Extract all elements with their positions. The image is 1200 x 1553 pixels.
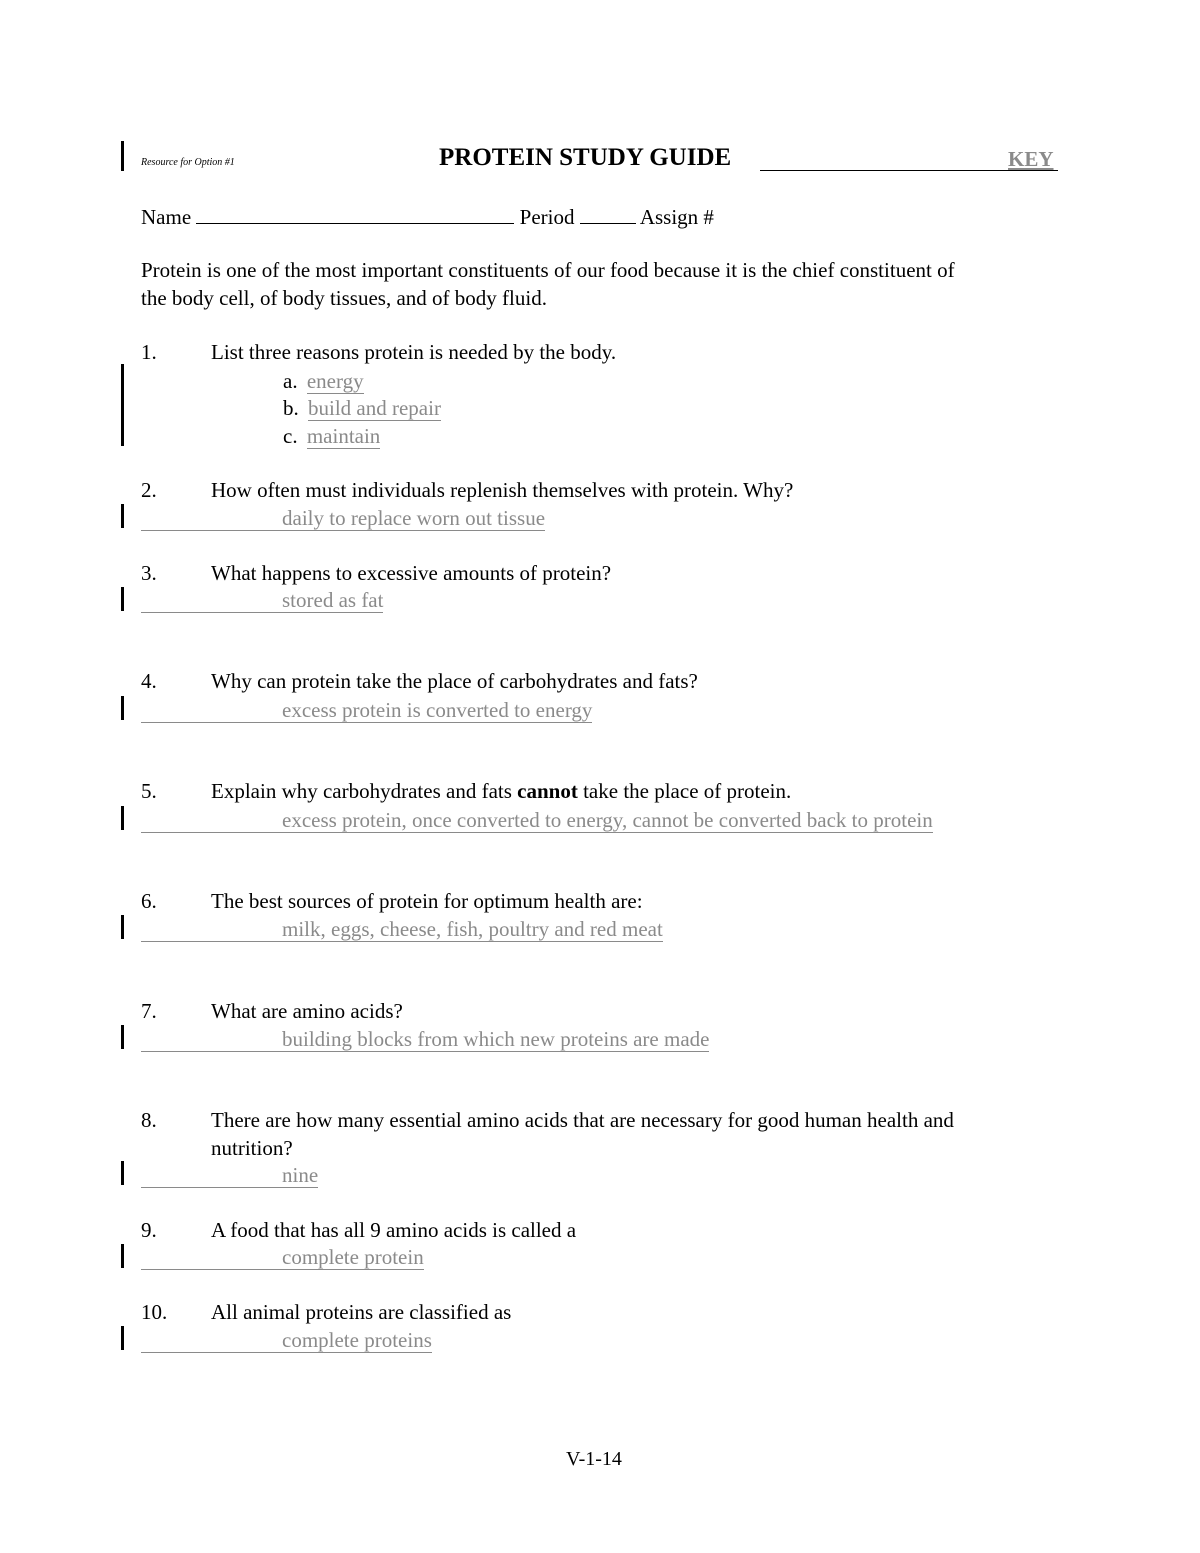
answer-text: nine bbox=[282, 1163, 319, 1187]
answer-line bbox=[141, 917, 663, 941]
answer-text: daily to replace worn out tissue bbox=[282, 506, 546, 530]
question-number: 8. bbox=[141, 1108, 157, 1132]
resource-label: Resource for Option #1 bbox=[141, 157, 235, 168]
sub-item bbox=[283, 424, 380, 448]
answer-text: maintain bbox=[306, 424, 381, 448]
revision-bar bbox=[121, 1025, 124, 1049]
question-number: 10. bbox=[141, 1300, 168, 1324]
answer-line bbox=[141, 1328, 432, 1352]
question-text: All animal proteins are classified as bbox=[211, 1300, 512, 1324]
question-number: 7. bbox=[141, 999, 157, 1023]
name-period-row bbox=[141, 203, 714, 229]
sub-item-letter: c. bbox=[283, 424, 298, 448]
answer-text: stored as fat bbox=[282, 588, 384, 612]
intro-line-2: the body cell, of body tissues, and of body fluid. bbox=[141, 286, 547, 310]
answer-text: excess protein, once converted to energy, cannot be converted back to protein bbox=[282, 808, 933, 832]
answer-text: energy bbox=[306, 369, 364, 393]
answer-line bbox=[141, 698, 592, 722]
answer-text: excess protein is converted to energy bbox=[282, 698, 593, 722]
sub-item-letter: a. bbox=[283, 369, 298, 393]
revision-bar bbox=[121, 915, 124, 939]
question-text: How often must individuals replenish themselves with protein. Why? bbox=[211, 478, 794, 502]
assign-label: Assign # bbox=[639, 205, 714, 229]
period-label: Period bbox=[519, 205, 575, 229]
sub-item bbox=[283, 369, 364, 393]
emphasis-cannot: cannot bbox=[517, 779, 578, 803]
question-number: 1. bbox=[141, 340, 157, 364]
question-text: Why can protein take the place of carbohydrates and fats? bbox=[211, 669, 698, 693]
page-title: PROTEIN STUDY GUIDE bbox=[439, 144, 732, 171]
revision-bar bbox=[121, 141, 124, 171]
question-text: A food that has all 9 amino acids is called a bbox=[211, 1218, 577, 1242]
revision-bar bbox=[121, 504, 124, 528]
intro-line-1: Protein is one of the most important constituents of our food because it is the chief constituent of bbox=[141, 258, 955, 282]
revision-bar bbox=[121, 1326, 124, 1350]
question-text: What happens to excessive amounts of protein? bbox=[211, 561, 612, 585]
answer-line bbox=[141, 506, 545, 530]
revision-bar bbox=[121, 696, 124, 720]
answer-text: building blocks from which new proteins are made bbox=[282, 1027, 710, 1051]
answer-text: complete protein bbox=[282, 1245, 424, 1269]
answer-line bbox=[141, 1163, 318, 1187]
name-label: Name bbox=[141, 205, 192, 229]
question-text: The best sources of protein for optimum health are: bbox=[211, 889, 643, 913]
answer-line bbox=[141, 808, 933, 832]
sub-item bbox=[283, 396, 441, 420]
answer-key-label: KEY bbox=[1008, 147, 1054, 171]
question-number: 9. bbox=[141, 1218, 157, 1242]
answer-line bbox=[141, 1027, 709, 1051]
answer-line bbox=[141, 588, 383, 612]
question-number: 2. bbox=[141, 478, 157, 502]
question-text-line-2: nutrition? bbox=[211, 1136, 293, 1160]
answer-text: complete proteins bbox=[282, 1328, 432, 1352]
revision-bar bbox=[121, 364, 124, 446]
question-number: 4. bbox=[141, 669, 157, 693]
period-field[interactable] bbox=[580, 203, 636, 224]
revision-bar bbox=[121, 1244, 124, 1268]
question-number: 5. bbox=[141, 779, 157, 803]
question-text-line-1: There are how many essential amino acids that are necessary for good human health and bbox=[211, 1108, 954, 1132]
revision-bar bbox=[121, 1161, 124, 1185]
page-number: V-1-14 bbox=[566, 1448, 622, 1470]
answer-text: build and repair bbox=[308, 396, 441, 420]
question-number: 3. bbox=[141, 561, 157, 585]
question-text: List three reasons protein is needed by the body. bbox=[211, 340, 617, 364]
revision-bar bbox=[121, 806, 124, 830]
revision-bar bbox=[121, 587, 124, 611]
answer-line bbox=[141, 1245, 424, 1269]
question-text: Explain why carbohydrates and fats cannot take the place of protein. bbox=[211, 779, 792, 803]
name-field[interactable] bbox=[196, 203, 514, 224]
question-number: 6. bbox=[141, 889, 157, 913]
answer-text: milk, eggs, cheese, fish, poultry and red meat bbox=[282, 917, 663, 941]
sub-item-letter: b. bbox=[283, 396, 299, 420]
question-text: What are amino acids? bbox=[211, 999, 403, 1023]
